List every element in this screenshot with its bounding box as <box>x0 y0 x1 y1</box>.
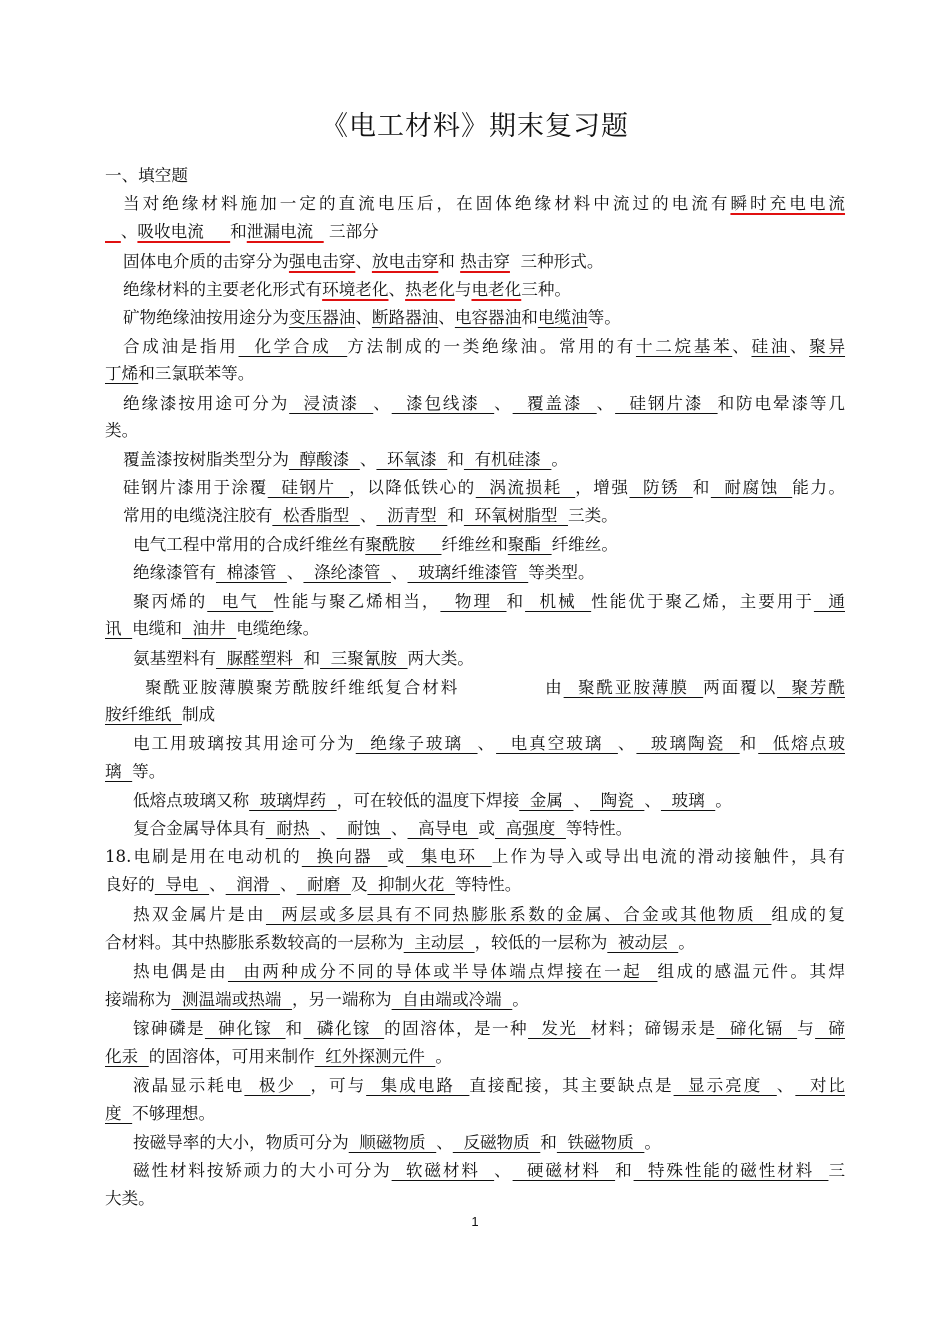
line-text: 、 <box>436 1133 453 1152</box>
line-text: 性能与聚乙烯相当， <box>273 592 441 611</box>
text-line <box>105 192 845 218</box>
answer-blank: 断路器油 <box>371 308 439 327</box>
line-text: 纤维丝。 <box>551 535 618 554</box>
text-line <box>105 676 845 702</box>
answer-blank: 主动层 <box>403 933 475 952</box>
line-text: 和 <box>615 1161 634 1180</box>
line-text: 、 <box>355 308 372 327</box>
answer-blank: 电容器油 <box>454 308 522 327</box>
text-line <box>105 960 845 986</box>
line-text: 绝缘材料的主要老化形式有 <box>123 280 323 299</box>
line-text: 。 <box>551 450 568 469</box>
answer-blank: 玻璃焊药 <box>249 791 337 810</box>
answer-blank: 测温端或热端 <box>171 990 293 1009</box>
line-text: 制成 <box>181 705 216 724</box>
line-text: 和 <box>506 592 526 611</box>
line-text: 和 <box>230 222 247 241</box>
line-text: 常用的电缆浇注胶有 <box>123 506 273 525</box>
line-text: 18.电刷是用在电动机的 <box>105 847 302 866</box>
line-text: 、 <box>644 791 661 810</box>
line-text: 液晶显示耗电 <box>133 1076 245 1095</box>
line-text: 及 <box>350 875 368 894</box>
line-text: 与 <box>454 280 472 299</box>
answer-blank: 极少 <box>244 1076 311 1095</box>
line-text: 合材料。其中热膨胀系数较高的一层称为 <box>105 933 404 952</box>
answer-blank-red: 电老化 <box>471 280 522 299</box>
text-line <box>105 1131 845 1157</box>
line-text: 、 <box>359 506 377 525</box>
text-line <box>105 873 845 899</box>
line-text: 、 <box>477 734 497 753</box>
line-text: 一、填空题 <box>105 166 188 185</box>
line-text: ，较低的一层称为 <box>474 933 608 952</box>
line-text: 两面覆以 <box>703 678 778 697</box>
answer-blank: 涡流损耗 <box>475 478 576 497</box>
text-line <box>105 448 845 474</box>
text-line <box>105 392 845 418</box>
answer-blank: 陶瓷 <box>590 791 645 810</box>
line-text: 和防电晕漆等几 <box>717 394 845 413</box>
answer-blank-red: 强电击穿 <box>288 252 356 271</box>
line-text: 、 <box>388 280 406 299</box>
text-line <box>105 732 845 758</box>
line-text: 磁性材料按矫顽力的大小可分为 <box>133 1161 392 1180</box>
line-text: 能力。 <box>792 478 846 497</box>
answer-blank: 聚芳酰 <box>777 678 845 697</box>
answer-blank: 硬磁材料 <box>512 1161 616 1180</box>
answer-blank: 集成电路 <box>366 1076 470 1095</box>
line-text: 和 <box>303 649 321 668</box>
answer-blank: 变压器油 <box>288 308 356 327</box>
text-line <box>105 760 845 786</box>
answer-blank: 浸渍漆 <box>289 394 374 413</box>
line-text: 和 <box>438 252 461 271</box>
answer-blank: 三聚氰胺 <box>320 649 408 668</box>
line-text: 、 <box>573 791 591 810</box>
line-text: 三种。 <box>521 280 572 299</box>
answer-blank: 磷化镓 <box>303 1019 385 1038</box>
line-text: 、 <box>279 875 297 894</box>
answer-blank: 漆包线漆 <box>391 394 495 413</box>
answer-blank: 电缆油 <box>537 308 588 327</box>
answer-blank: 十二烷基苯 <box>635 337 733 356</box>
text-line <box>105 306 845 332</box>
answer-blank: 导电 <box>154 875 210 894</box>
line-text: 等。 <box>132 762 166 781</box>
answer-blank: 集电环 <box>406 847 492 866</box>
text-line <box>105 504 845 530</box>
answer-blank: 润滑 <box>225 875 280 894</box>
answer-blank-red <box>105 222 121 241</box>
text-line <box>105 533 845 559</box>
text-line <box>105 703 845 729</box>
answer-blank: 顺磁物质 <box>348 1133 437 1152</box>
line-text: 等特性。 <box>565 819 633 838</box>
line-text: 、 <box>789 337 810 356</box>
line-text: ，可在较低的温度下焊接 <box>336 791 520 810</box>
answer-blank: 物理 <box>440 592 507 611</box>
line-text: 等特性。 <box>454 875 522 894</box>
line-text: 组成的复 <box>771 905 846 924</box>
line-text: 和 <box>692 478 711 497</box>
answer-blank: 机械 <box>525 592 592 611</box>
line-text: 的固溶体，是一种 <box>384 1019 528 1038</box>
line-text: 合成油是指用 <box>123 337 239 356</box>
line-text: 热双金属片是由 <box>133 905 266 924</box>
line-text: 电工用玻璃按其用途可分为 <box>133 734 356 753</box>
line-text: ，增强 <box>575 478 630 497</box>
answer-blank-red: 泄漏电流 <box>246 222 324 241</box>
line-text: 热电偶是由 <box>133 962 228 981</box>
line-text: 上作为导入或导出电流的滑动接触件，具有 <box>491 847 846 866</box>
answer-blank: 电真空玻璃 <box>496 734 618 753</box>
line-text: 和 <box>739 734 759 753</box>
answer-blank: 油井 <box>181 619 237 638</box>
line-text: 氨基塑料有 <box>133 649 216 668</box>
text-line <box>105 335 845 361</box>
line-text: 、 <box>320 819 337 838</box>
line-text: 绝缘漆管有 <box>133 563 216 582</box>
answer-blank: 碲化镉 <box>716 1019 798 1038</box>
text-line <box>105 617 845 643</box>
answer-blank: 璃 <box>105 762 133 781</box>
line-text: 纤维丝和 <box>441 535 508 554</box>
line-text: 性能优于聚乙烯，主要用于 <box>591 592 814 611</box>
line-text: 的固溶体，可用来制作 <box>148 1047 315 1066</box>
text-line <box>105 419 845 445</box>
line-text: 不够理想。 <box>132 1104 216 1123</box>
text-line <box>105 1187 845 1213</box>
answer-blank: 硅钢片 <box>267 478 350 497</box>
answer-blank: 松香脂型 <box>272 506 360 525</box>
answer-blank: 由两种成分不同的导体或半导体端点焊接在一起 <box>227 962 658 981</box>
answer-blank-red: 放电击穿 <box>371 252 439 271</box>
text-line <box>105 362 845 388</box>
answer-blank: 低熔点玻 <box>758 734 845 753</box>
answer-blank: 软磁材料 <box>391 1161 495 1180</box>
line-text: 、 <box>355 252 372 271</box>
answer-blank: 有机硅漆 <box>463 450 552 469</box>
answer-blank: 被动层 <box>607 933 679 952</box>
line-text: 三部分 <box>323 222 379 241</box>
line-text: 复合金属导体具有 <box>133 819 266 838</box>
answer-blank: 丁烯 <box>105 364 139 383</box>
line-text: 、 <box>286 563 304 582</box>
answer-blank: 高导电 <box>407 819 479 838</box>
answer-blank: 高强度 <box>495 819 566 838</box>
line-text: 三种形式。 <box>509 252 604 271</box>
answer-blank: 化汞 <box>105 1047 149 1066</box>
section-heading <box>105 164 845 190</box>
line-text: 、 <box>494 1161 513 1180</box>
text-line <box>105 1159 845 1185</box>
line-text: 大类。 <box>105 1189 155 1208</box>
line-text: 、 <box>596 394 616 413</box>
answer-blank-red: 环境老化 <box>322 280 389 299</box>
answer-blank: 沥青型 <box>376 506 448 525</box>
answer-blank: 通 <box>813 592 845 611</box>
answer-blank: 胺纤维纸 <box>105 705 182 724</box>
answer-blank: 对比 <box>795 1076 845 1095</box>
text-line <box>105 561 845 587</box>
line-text: 和 <box>447 450 464 469</box>
line-text: ，另一端称为 <box>292 990 392 1009</box>
line-text: 、 <box>494 394 513 413</box>
line-text: 聚酰亚胺薄膜聚芳酰胺纤维纸复合材料 由 <box>145 678 564 697</box>
answer-blank: 防锈 <box>629 478 693 497</box>
line-text: 聚丙烯的 <box>133 592 208 611</box>
answer-blank: 聚酰胺 <box>365 535 442 554</box>
line-text: 、 <box>776 1076 796 1095</box>
text-line <box>105 590 845 616</box>
answer-blank: 玻璃 <box>660 791 716 810</box>
line-text: 覆盖漆按树脂类型分为 <box>123 450 289 469</box>
line-text: 或 <box>478 819 496 838</box>
text-line <box>105 220 845 246</box>
page-title: 《电工材料》期末复习题 <box>321 111 629 142</box>
line-text: 材料；碲锡汞是 <box>590 1019 717 1038</box>
line-text: 类。 <box>105 421 139 440</box>
line-text: 硅钢片漆用于涂覆 <box>123 478 268 497</box>
line-text: 和三氯联苯等。 <box>138 364 255 383</box>
line-text: ，以降低铁心的 <box>349 478 476 497</box>
line-text: 。 <box>715 791 732 810</box>
answer-blank: 金属 <box>519 791 574 810</box>
answer-blank: 耐热 <box>265 819 321 838</box>
line-text: 、 <box>390 819 408 838</box>
line-text: 两大类。 <box>407 649 474 668</box>
line-text: 、 <box>359 450 377 469</box>
line-text: 接端称为 <box>105 990 172 1009</box>
line-text: 、 <box>438 308 455 327</box>
line-text: 矿物绝缘油按用途分为 <box>123 308 289 327</box>
line-text: 三类。 <box>567 506 618 525</box>
answer-blank: 聚酯 <box>507 535 552 554</box>
answer-blank: 显示亮度 <box>673 1076 777 1095</box>
text-line <box>105 1017 845 1043</box>
line-text: 按磁导率的大小，物质可分为 <box>133 1133 349 1152</box>
text-line <box>105 789 845 815</box>
text-line <box>105 903 845 929</box>
answer-blank: 棉漆管 <box>215 563 287 582</box>
answer-blank: 醇酸漆 <box>288 450 360 469</box>
answer-blank: 脲醛塑料 <box>215 649 304 668</box>
answer-blank: 硅钢片漆 <box>615 394 718 413</box>
answer-blank: 耐蚀 <box>336 819 391 838</box>
text-line <box>105 1102 845 1128</box>
line-text: 、 <box>617 734 637 753</box>
answer-blank: 硅油 <box>751 337 790 356</box>
line-text: 固体电介质的击穿分为 <box>123 252 289 271</box>
line-text: 等。 <box>587 308 621 327</box>
answer-blank: 化学合成 <box>238 337 348 356</box>
text-line <box>105 476 845 502</box>
line-text: 、 <box>373 394 392 413</box>
line-text: 绝缘漆按用途可分为 <box>123 394 290 413</box>
answer-blank: 抑制火花 <box>367 875 455 894</box>
text-line <box>105 1045 845 1071</box>
answer-blank-red: 热老化 <box>405 280 455 299</box>
line-text: 。 <box>678 933 695 952</box>
line-text: 低熔点玻璃又称 <box>133 791 250 810</box>
line-text: 、 <box>120 222 138 241</box>
answer-blank: 聚异 <box>809 337 846 356</box>
text-line <box>105 647 845 673</box>
answer-blank: 特殊性能的磁性材料 <box>633 1161 829 1180</box>
line-text: 电缆绝缘。 <box>236 619 320 638</box>
answer-blank: 两层或多层具有不同热膨胀系数的金属、合金或其他物质 <box>265 905 772 924</box>
answer-blank: 自由端或冷端 <box>391 990 513 1009</box>
answer-blank: 玻璃纤维漆管 <box>407 563 529 582</box>
line-text: 电缆和 <box>132 619 182 638</box>
answer-blank: 发光 <box>528 1019 591 1038</box>
line-text: 等类型。 <box>528 563 595 582</box>
answer-blank: 电气 <box>207 592 274 611</box>
line-text: 和 <box>521 308 538 327</box>
text-line <box>105 988 845 1014</box>
line-text: 、 <box>732 337 752 356</box>
answer-blank-red: 吸收电流 <box>137 222 231 241</box>
answer-blank: 耐磨 <box>296 875 351 894</box>
answer-blank: 涤纶漆管 <box>303 563 391 582</box>
text-line <box>105 250 845 276</box>
line-text: 方法制成的一类绝缘油。常用的有 <box>347 337 636 356</box>
line-text: 。 <box>644 1133 661 1152</box>
text-line <box>105 931 845 957</box>
text-line <box>105 278 845 304</box>
answer-blank: 聚酰亚胺薄膜 <box>563 678 704 697</box>
text-line <box>105 1074 845 1100</box>
answer-blank: 砷化镓 <box>204 1019 286 1038</box>
line-text: 和 <box>447 506 464 525</box>
answer-blank: 红外探测元件 <box>314 1047 436 1066</box>
line-text: ，可与 <box>310 1076 367 1095</box>
answer-blank: 反磁物质 <box>452 1133 541 1152</box>
line-text: 组成的感温元件。其焊 <box>657 962 846 981</box>
answer-blank: 耐腐蚀 <box>710 478 793 497</box>
text-line <box>105 817 845 843</box>
line-text: 镓砷磷是 <box>133 1019 205 1038</box>
answer-blank: 环氧树脂型 <box>463 506 568 525</box>
answer-blank: 覆盖漆 <box>512 394 597 413</box>
line-text: 、 <box>390 563 408 582</box>
answer-blank: 铁磁物质 <box>556 1133 645 1152</box>
text-line <box>105 845 845 871</box>
answer-blank: 绝缘子玻璃 <box>355 734 478 753</box>
line-text: 良好的 <box>105 875 155 894</box>
line-text: 或 <box>387 847 407 866</box>
answer-blank: 换向器 <box>301 847 388 866</box>
line-text: 。 <box>512 990 529 1009</box>
answer-blank: 讯 <box>105 619 133 638</box>
line-text: 、 <box>209 875 226 894</box>
answer-blank: 环氧漆 <box>376 450 448 469</box>
answer-blank: 度 <box>105 1104 133 1123</box>
line-text: 与 <box>797 1019 816 1038</box>
page-number: 1 <box>471 1214 479 1229</box>
line-text: 电气工程中常用的合成纤维丝有 <box>133 535 366 554</box>
line-text: 和 <box>285 1019 304 1038</box>
line-text: 。 <box>435 1047 452 1066</box>
answer-blank: 玻璃陶瓷 <box>636 734 740 753</box>
line-text: 和 <box>540 1133 557 1152</box>
answer-blank-red: 热击穿 <box>460 252 510 271</box>
line-text: 三 <box>828 1161 846 1180</box>
answer-blank: 碲 <box>815 1019 846 1038</box>
answer-blank-red: 瞬时充电电流 <box>730 194 846 213</box>
line-text: 直接配接，其主要缺点是 <box>469 1076 674 1095</box>
line-text: 当对绝缘材料施加一定的直流电压后，在固体绝缘材料中流过的电流有 <box>123 194 731 213</box>
